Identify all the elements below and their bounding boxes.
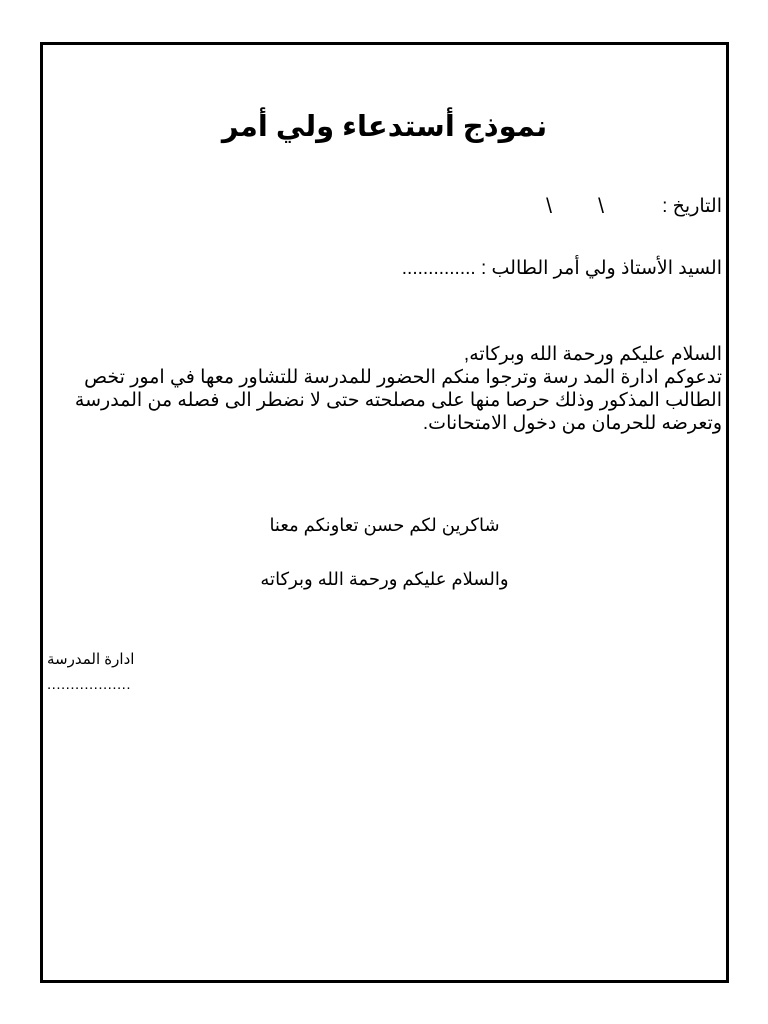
guardian-line: السيد الأستاذ ولي أمر الطالب : .............. — [401, 258, 722, 279]
date-row — [82, 195, 722, 225]
body-paragraph: تدعوكم ادارة المد رسة وترجوا منكم الحضور للمدرسة للتشاور معها في امور تخص الطالب المذكور وذلك حرصا منها على مصلحته حتى لا نضطر الى فصله من المدرسة وتعرضه للحرمان من دخول الامتحانات. — [74, 367, 722, 434]
school-administration-label: ادارة المدرسة — [47, 651, 135, 668]
date-separator-2: \ — [546, 195, 552, 218]
greeting-line: السلام عليكم ورحمة الله وبركاته, — [463, 344, 722, 365]
document-title: نموذج أستدعاء ولي أمر — [221, 111, 548, 143]
letter-body — [67, 343, 722, 435]
document-frame — [40, 42, 729, 983]
date-separator-1: \ — [598, 195, 604, 218]
signature-dots: .................. — [47, 676, 132, 693]
thanks-line: شاكرين لكم حسن تعاونكم معنا — [269, 515, 500, 535]
date-label: التاريخ : — [662, 196, 722, 217]
closing-line: والسلام عليكم ورحمة الله وبركاته — [260, 569, 509, 589]
